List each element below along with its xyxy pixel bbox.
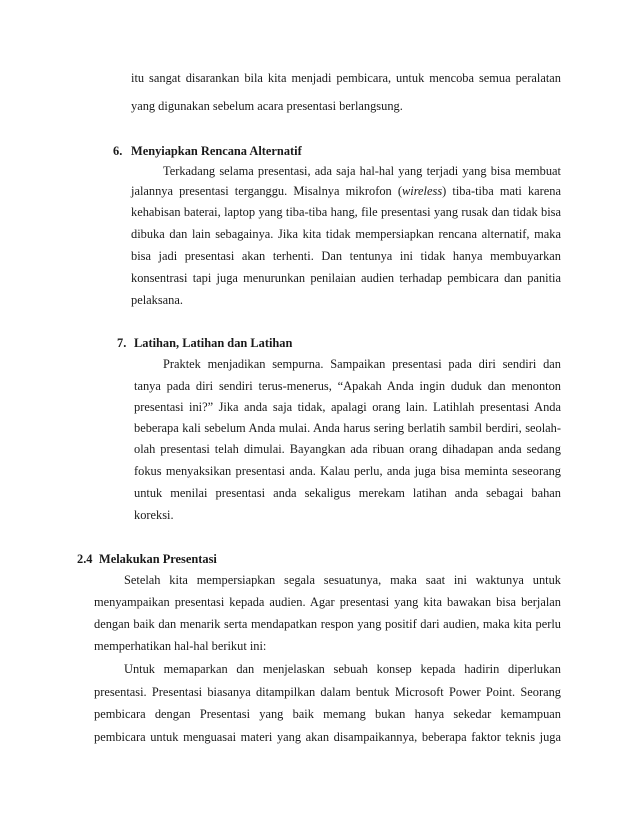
section-number: 2.4 [77, 552, 93, 566]
text-line: pembicara dengan Presentasi yang baik memang bukan hanya sekedar kemampuan [94, 707, 561, 721]
list-item-title: Latihan, Latihan dan Latihan [134, 336, 293, 350]
text-line: kehabisan baterai, laptop yang tiba-tiba hang, file presentasi yang rusak dan tidak bisa [131, 205, 561, 219]
text-line: pelaksana. [131, 293, 183, 307]
text-line: itu sangat disarankan bila kita menjadi pembicara, untuk mencoba semua peralatan [131, 71, 561, 85]
text-line: pembicara untuk menguasai materi yang akan disampaikannya, beberapa faktor teknis juga [94, 730, 561, 744]
text-line: Setelah kita mempersiapkan segala sesuatunya, maka saat ini waktunya untuk [124, 573, 561, 587]
text-line: yang digunakan sebelum acara presentasi berlangsung. [131, 99, 403, 113]
text-line: koreksi. [134, 508, 174, 522]
text-line: olah presentasi telah dimulai. Bayangkan ada ribuan orang dihadapan anda sedang [134, 442, 561, 456]
text-line: menyampaikan presentasi kepada audien. Agar presentasi yang kita bawakan bisa berjalan [94, 595, 561, 609]
text-line: fokus menyaksikan presentasi anda. Kalau perlu, anda juga bisa meminta seseorang [134, 464, 561, 478]
text-line: bisa jadi presentasi akan terhenti. Dan tentunya ini tidak hanya membuyarkan [131, 249, 561, 263]
text-line: presentasi ini?” Jika anda saja tidak, apalagi orang lain. Latihlah presentasi Anda [134, 400, 561, 414]
text-line-with-italic [131, 183, 561, 199]
text-line: dibuka dan lain sebagainya. Jika kita tidak mempersiapkan rencana alternatif, maka [131, 227, 561, 241]
text-line: Untuk memaparkan dan menjelaskan sebuah konsep kepada hadirin diperlukan [124, 662, 561, 676]
list-item-number: 7. [117, 336, 127, 350]
text-line: beberapa kali sebelum Anda mulai. Anda harus sering berlatih sambil berdiri, seolah- [134, 421, 561, 435]
italic-term: wireless [401, 184, 443, 198]
text-line: dengan baik dan menarik serta mendapatkan respon yang positif dari audien, maka kita perlu [94, 617, 561, 631]
text-line: presentasi. Presentasi biasanya ditampilkan dalam bentuk Microsoft Power Point. Seorang [94, 685, 561, 699]
section-title: Melakukan Presentasi [99, 552, 217, 566]
text-segment: ) tiba-tiba mati karena [442, 184, 562, 198]
text-segment: jalannya presentasi terganggu. Misalnya mikrofon ( [131, 184, 402, 198]
text-line: memperhatikan hal-hal berikut ini: [94, 639, 267, 653]
list-item-number: 6. [113, 144, 123, 158]
text-line: tanya pada diri sendiri terus-menerus, “Apakah Anda ingin duduk dan menonton [134, 379, 561, 393]
text-line: untuk menilai presentasi anda sekaligus merekam latihan anda sebagai bahan [134, 486, 561, 500]
list-item-title: Menyiapkan Rencana Alternatif [131, 144, 302, 158]
text-line: Terkadang selama presentasi, ada saja hal-hal yang terjadi yang bisa membuat [163, 164, 561, 178]
text-line: konsentrasi tapi juga menurunkan penilaian audien terhadap pembicara dan panitia [131, 271, 561, 285]
text-line: Praktek menjadikan sempurna. Sampaikan presentasi pada diri sendiri dan [163, 357, 561, 371]
